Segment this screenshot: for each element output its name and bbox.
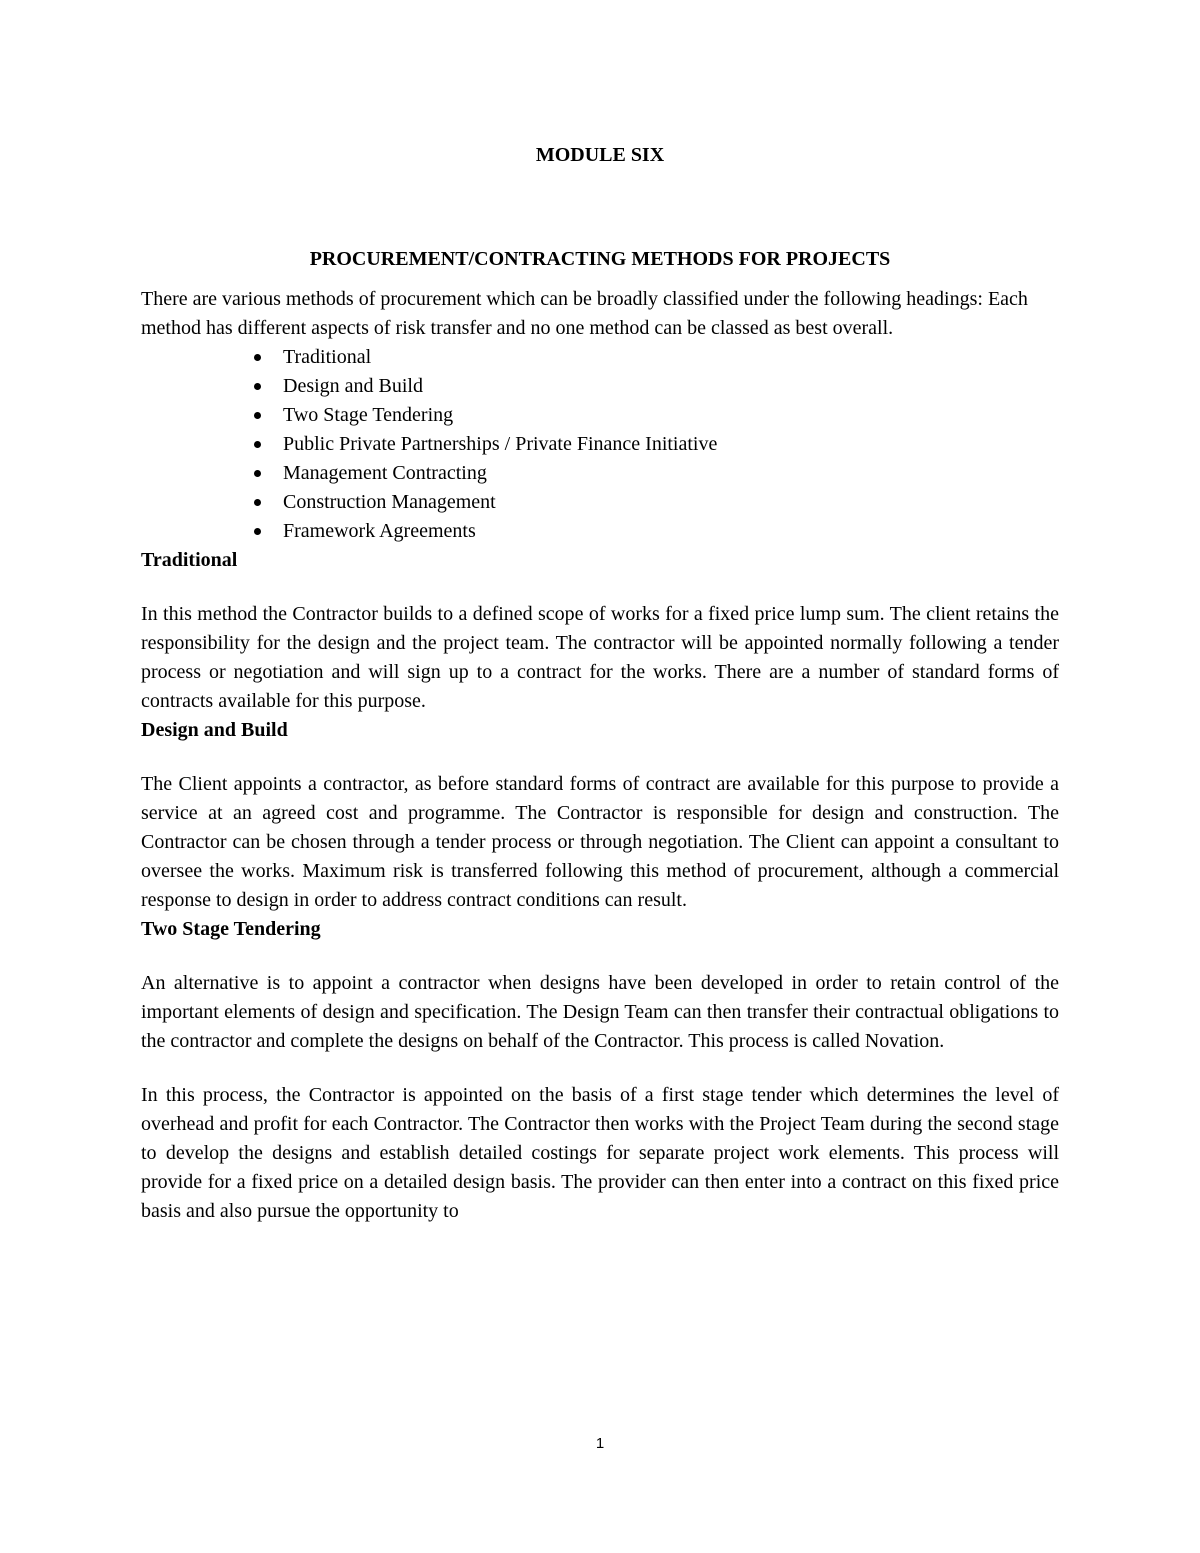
bullet-icon bbox=[254, 441, 261, 448]
section-heading-traditional: Traditional bbox=[141, 549, 238, 571]
bullet-icon bbox=[254, 470, 261, 477]
bullet-icon bbox=[254, 412, 261, 419]
list-item-label: Construction Management bbox=[283, 491, 496, 513]
two-stage-tendering-paragraph-1: An alternative is to appoint a contractor when designs have been developed in order to retain control of the important elements of design and specification. The Design Team can then transfer their contractual obligations to the contractor and complete the designs on behalf of the Contractor. This process is called Novation. bbox=[141, 972, 1059, 1052]
list-item-label: Public Private Partnerships / Private Finance Initiative bbox=[283, 433, 718, 455]
list-item-label: Management Contracting bbox=[283, 462, 487, 484]
intro-paragraph: There are various methods of procurement which can be broadly classified under the following headings: Each method has different aspects of risk transfer and no one method can be classed as best overall. bbox=[141, 288, 1028, 339]
bullet-icon bbox=[254, 499, 261, 506]
traditional-paragraph: In this method the Contractor builds to a defined scope of works for a fixed price lump sum. The client retains the responsibility for the design and the project team. The contractor will be appointed normally following a tender process or negotiation and will sign up to a contract for the works. There are a number of standard forms of contracts available for this purpose. bbox=[141, 603, 1059, 712]
list-item bbox=[241, 401, 1059, 430]
module-title: MODULE SIX bbox=[535, 144, 665, 166]
list-item-label: Two Stage Tendering bbox=[283, 404, 454, 426]
list-item bbox=[241, 343, 1059, 372]
bullet-icon bbox=[254, 528, 261, 535]
section-heading-design-and-build: Design and Build bbox=[141, 719, 288, 741]
design-and-build-paragraph: The Client appoints a contractor, as before standard forms of contract are available for this purpose to provide a service at an agreed cost and programme. The Contractor is responsible for design and construction. The Contractor can be chosen through a tender process or through negotiation. The Client can appoint a consultant to oversee the works. Maximum risk is transferred following this method of procurement, although a commercial response to design in order to address contract conditions can result. bbox=[141, 773, 1059, 911]
page-number: 1 bbox=[595, 1435, 605, 1452]
bullet-icon bbox=[254, 354, 261, 361]
procurement-methods-list bbox=[141, 343, 1059, 546]
list-item bbox=[241, 372, 1059, 401]
two-stage-tendering-paragraph-2: In this process, the Contractor is appointed on the basis of a first stage tender which determines the level of overhead and profit for each Contractor. The Contractor then works with the Project Team during the second stage to develop the designs and establish detailed costings for separate project work elements. This process will provide for a fixed price on a detailed design basis. The provider can then enter into a contract on this fixed price basis and also pursue the opportunity to bbox=[141, 1084, 1059, 1222]
page-title: PROCUREMENT/CONTRACTING METHODS FOR PROJECTS bbox=[309, 248, 891, 270]
list-item bbox=[241, 488, 1059, 517]
list-item-label: Design and Build bbox=[283, 375, 423, 397]
section-heading-two-stage-tendering: Two Stage Tendering bbox=[141, 918, 321, 940]
list-item bbox=[241, 459, 1059, 488]
list-item-label: Traditional bbox=[283, 346, 372, 368]
document-body bbox=[141, 140, 1059, 1226]
bullet-icon bbox=[254, 383, 261, 390]
list-item bbox=[241, 430, 1059, 459]
list-item-label: Framework Agreements bbox=[283, 520, 476, 542]
list-item bbox=[241, 517, 1059, 546]
